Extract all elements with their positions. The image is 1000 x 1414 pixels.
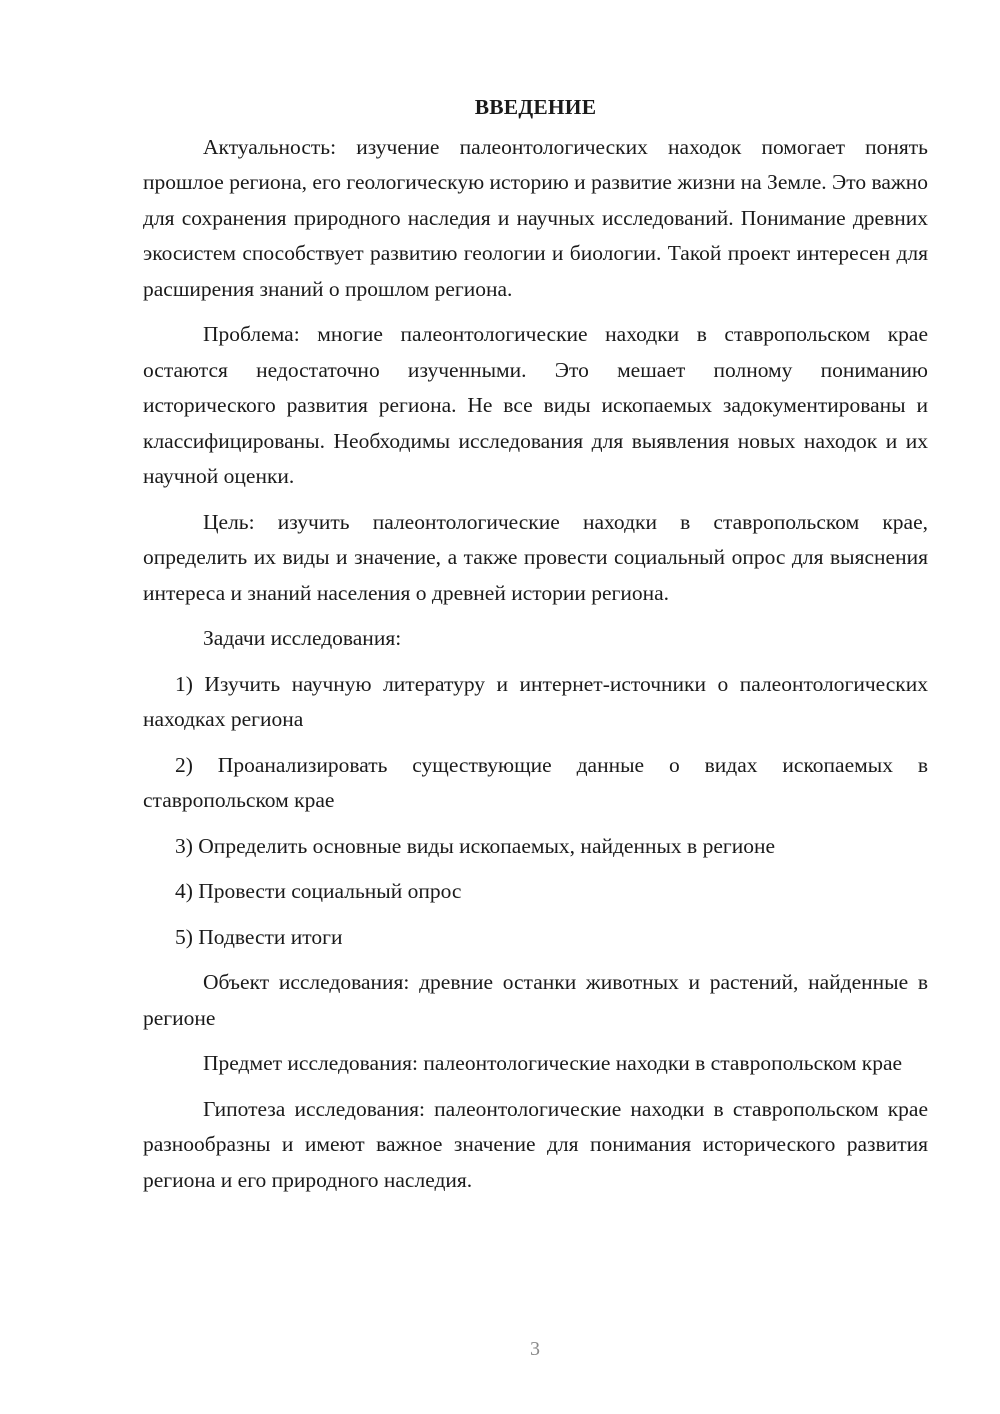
relevance-paragraph: Актуальность: изучение палеонтологических находок помогает понять прошлое региона, его геологическую историю и развитие жизни на Земле. Это важно для сохранения природного наследия и научных исследований. Понимание древних экосистем способствует развитию геологии и биологии. Такой проект интересен для расширения знаний о прошлом региона. — [143, 134, 928, 301]
task-item-1: 1) Изучить научную литературу и интернет-источники о палеонтологических находках региона — [143, 671, 928, 731]
goal-paragraph: Цель: изучить палеонтологические находки в ставропольском крае, определить их виды и значение, а также провести социальный опрос для выяснения интереса и знаний населения о древней истории региона. — [143, 509, 928, 605]
page-number: 3 — [530, 1338, 540, 1360]
object-paragraph: Объект исследования: древние останки животных и растений, найденные в регионе — [143, 970, 928, 1030]
task-item-5: 5) Подвести итоги — [175, 924, 343, 949]
hypothesis-paragraph: Гипотеза исследования: палеонтологические находки в ставропольском крае разнообразны и имеют важное значение для понимания исторического развития региона и его природного наследия. — [143, 1096, 928, 1192]
task-item-4: 4) Провести социальный опрос — [175, 879, 462, 903]
section-heading: ВВЕДЕНИЕ — [474, 95, 597, 119]
problem-paragraph: Проблема: многие палеонтологические находки в ставропольском крае остаются недостаточно изученными. Это мешает полному пониманию исторического развития региона. Не все виды ископаемых задокументированы и классифицированы. Необходимы исследования для выявления новых находок и их научной оценки. — [143, 322, 928, 488]
page-content — [143, 90, 928, 1208]
tasks-intro: Задачи исследования: — [203, 626, 402, 650]
task-item-2: 2) Проанализировать существующие данные о видах ископаемых в ставропольском крае — [143, 752, 928, 812]
subject-paragraph: Предмет исследования: палеонтологические находки в ставропольском крае — [203, 1051, 903, 1075]
task-item-3: 3) Определить основные виды ископаемых, найденных в регионе — [175, 833, 775, 858]
tasks-list — [143, 667, 928, 956]
